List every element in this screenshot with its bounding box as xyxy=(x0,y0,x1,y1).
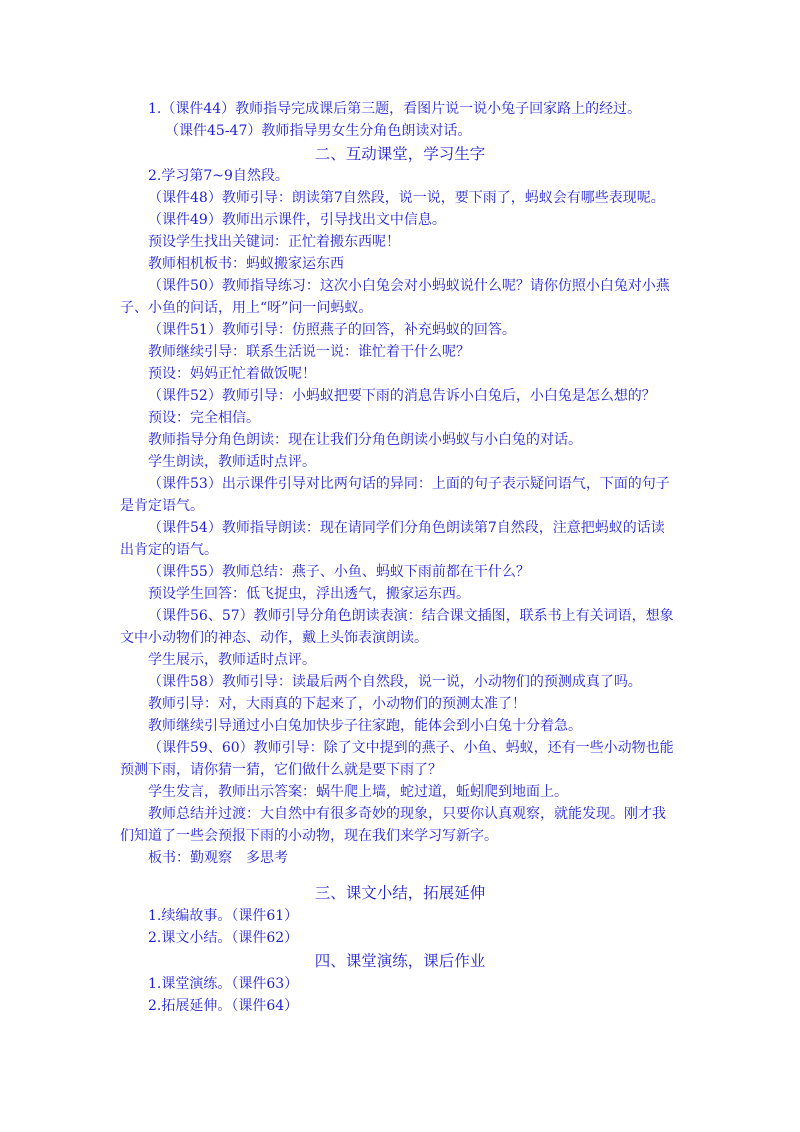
paragraph-line: 子、小鱼的问话，用上“呀”问一问蚂蚁。 xyxy=(120,300,373,316)
paragraph-line: 们知道了一些会预报下雨的小动物，现在我们来学习写新字。 xyxy=(120,828,498,844)
paragraph-line: （课件54）教师指导朗读：现在请同学们分角色朗读第7自然段，注意把蚂蚁的话读 xyxy=(148,520,665,536)
paragraph-line: （课件50）教师指导练习：这次小白兔会对小蚂蚁说什么呢？请你仿照小白兔对小燕 xyxy=(148,278,670,294)
paragraph-line: （课件53）出示课件引导对比两句话的异同：上面的句子表示疑问语气，下面的句子 xyxy=(148,476,670,492)
paragraph-line: （课件52）教师引导：小蚂蚁把要下雨的消息告诉小白兔后，小白兔是怎么想的？ xyxy=(148,388,656,404)
paragraph-line: （课件49）教师出示课件，引导找出文中信息。 xyxy=(148,212,446,228)
paragraph-line: 学生发言，教师出示答案：蜗牛爬上墙，蛇过道，蚯蚓爬到地面上。 xyxy=(148,784,568,800)
paragraph-line: 预设学生回答：低飞捉虫，浮出透气，搬家运东西。 xyxy=(148,586,470,602)
paragraph-line: 教师继续引导：联系生活说一说：谁忙着干什么呢？ xyxy=(148,344,470,360)
paragraph-line: 教师相机板书：蚂蚁搬家运东西 xyxy=(148,256,344,272)
paragraph-line: 2.拓展延伸。（课件64） xyxy=(148,998,299,1014)
paragraph-line: 学生朗读，教师适时点评。 xyxy=(148,454,316,470)
paragraph-line: 是肯定语气。 xyxy=(120,498,204,514)
paragraph-line: 教师继续引导通过小白兔加快步子往家跑，能体会到小白兔十分着急。 xyxy=(148,718,582,734)
paragraph-line: （课件56、57）教师引导分角色朗读表演：结合课文插图，联系书上有关词语，想象 xyxy=(148,608,674,624)
paragraph-line: （课件59、60）教师引导：除了文中提到的燕子、小鱼、蚂蚁，还有一些小动物也能 xyxy=(148,740,674,756)
paragraph-line: 预设：完全相信。 xyxy=(148,410,260,426)
paragraph-line: 预设：妈妈正忙着做饭呢！ xyxy=(148,366,316,382)
paragraph-line: 教师引导：对，大雨真的下起来了，小动物们的预测太准了！ xyxy=(148,696,526,712)
paragraph-line: （课件45-47）教师指导男女生分角色朗读对话。 xyxy=(165,123,472,139)
paragraph-line: 2.学习第7~9自然段。 xyxy=(148,168,289,184)
paragraph-line: 文中小动物们的神态、动作，戴上头饰表演朗读。 xyxy=(120,630,428,646)
paragraph-line: 预测下雨，请你猜一猜，它们做什么就是要下雨了？ xyxy=(120,762,442,778)
paragraph-line: 出肯定的语气。 xyxy=(120,542,218,558)
paragraph-line: 1.（课件44）教师指导完成课后第三题，看图片说一说小兔子回家路上的经过。 xyxy=(148,101,642,117)
paragraph-line: （课件48）教师引导：朗读第7自然段，说一说，要下雨了，蚂蚁会有哪些表现呢。 xyxy=(148,190,665,206)
section-heading-2: 二、互动课堂，学习生字 xyxy=(314,145,486,163)
paragraph-line: （课件58）教师引导：读最后两个自然段，说一说，小动物们的预测成真了吗。 xyxy=(148,674,642,690)
paragraph-line: 学生展示，教师适时点评。 xyxy=(148,652,316,668)
paragraph-line: （课件51）教师引导：仿照燕子的回答，补充蚂蚁的回答。 xyxy=(148,322,516,338)
paragraph-line: 板书：勤观察 多思考 xyxy=(148,850,288,866)
section-heading-3: 三、课文小结，拓展延伸 xyxy=(314,884,486,902)
paragraph-line: 教师总结并过渡：大自然中有很多奇妙的现象，只要你认真观察，就能发现。刚才我 xyxy=(148,806,666,822)
paragraph-line: 预设学生找出关键词：正忙着搬东西呢！ xyxy=(148,234,400,250)
paragraph-line: 1.课堂演练。（课件63） xyxy=(148,976,299,992)
paragraph-line: （课件55）教师总结：燕子、小鱼、蚂蚁下雨前都在干什么？ xyxy=(148,564,530,580)
paragraph-line: 教师指导分角色朗读：现在让我们分角色朗读小蚂蚁与小白兔的对话。 xyxy=(148,432,582,448)
paragraph-line: 1.续编故事。（课件61） xyxy=(148,908,299,924)
paragraph-line: 2.课文小结。（课件62） xyxy=(148,930,299,946)
section-heading-4: 四、课堂演练，课后作业 xyxy=(314,952,486,970)
